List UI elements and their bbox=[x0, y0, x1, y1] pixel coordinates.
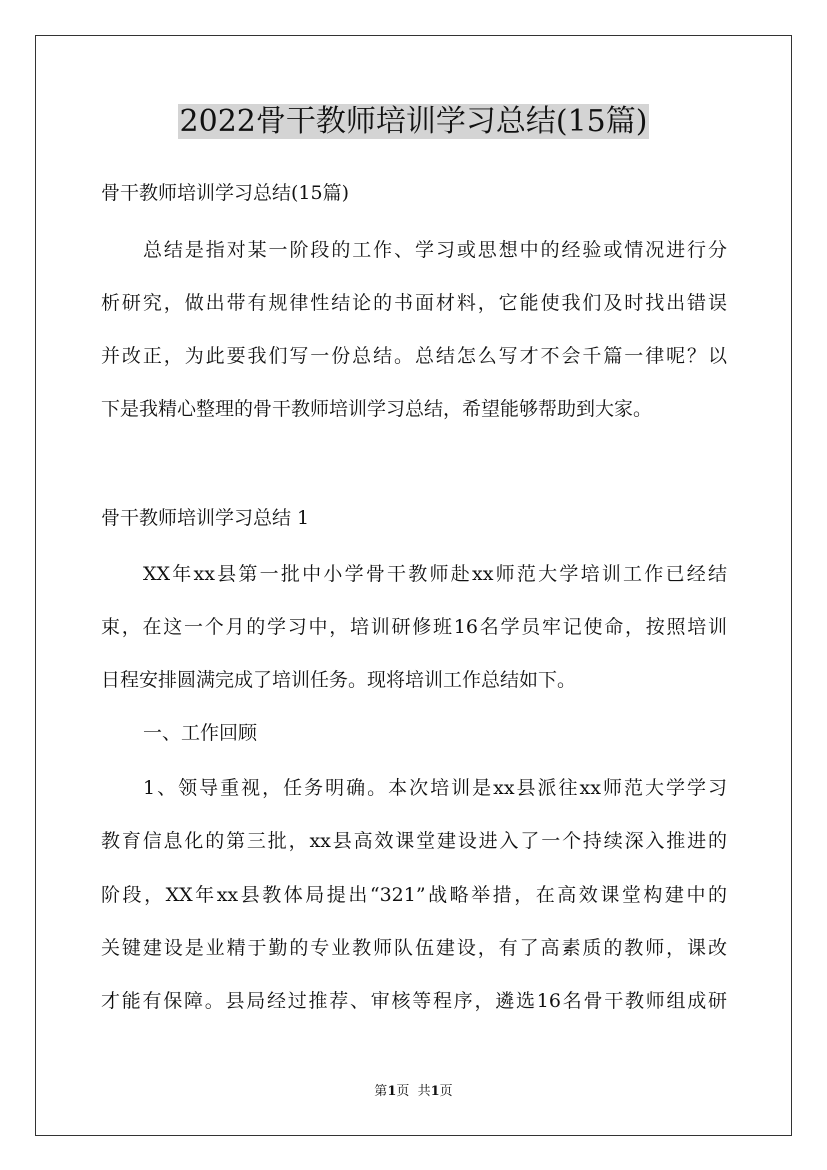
paragraph-line: 教育信息化的第三批，xx县高效课堂建设进入了一个持续深入推进的 bbox=[101, 830, 727, 852]
document-title-text: 2022骨干教师培训学习总结(15篇) bbox=[179, 104, 648, 139]
paragraph-line: 日程安排圆满完成了培训任务。现将培训工作总结如下。 bbox=[101, 669, 577, 691]
footer-total-pages: 1 bbox=[430, 1084, 440, 1099]
paragraph-line: XX年xx县第一批中小学骨干教师赴xx师范大学培训工作已经结 bbox=[143, 563, 727, 585]
document-title bbox=[0, 101, 827, 143]
paragraph-line: 阶段，XX年xx县教体局提出“321”战略举措，在高效课堂构建中的 bbox=[101, 884, 727, 906]
footer-page-prefix: 第 bbox=[374, 1084, 388, 1099]
footer-page-number: 1 bbox=[387, 1084, 397, 1099]
intro-line: 析研究，做出带有规律性结论的书面材料，它能使我们及时找出错误 bbox=[101, 292, 727, 314]
section-heading: 一、工作回顾 bbox=[143, 722, 258, 744]
section-title: 骨干教师培训学习总结 1 bbox=[101, 507, 310, 529]
intro-line: 总结是指对某一阶段的工作、学习或思想中的经验或情况进行分 bbox=[143, 239, 727, 261]
intro-line: 并改正，为此要我们写一份总结。总结怎么写才不会千篇一律呢？以 bbox=[101, 345, 727, 367]
intro-line: 下是我精心整理的骨干教师培训学习总结，希望能够帮助到大家。 bbox=[101, 398, 653, 420]
paragraph-line: 束，在这一个月的学习中，培训研修班16名学员牢记使命，按照培训 bbox=[101, 616, 727, 638]
footer-page-suffix: 页 bbox=[439, 1084, 453, 1099]
paragraph-line: 1、领导重视，任务明确。本次培训是xx县派往xx师范大学学习 bbox=[143, 777, 727, 799]
page-footer bbox=[0, 1083, 827, 1101]
paragraph-line: 才能有保障。县局经过推荐、审核等程序，遴选16名骨干教师组成研 bbox=[101, 990, 727, 1012]
paragraph-line: 关键建设是业精于勤的专业教师队伍建设，有了高素质的教师，课改 bbox=[101, 937, 727, 959]
footer-page-mid: 页 共 bbox=[396, 1084, 431, 1099]
document-subtitle: 骨干教师培训学习总结(15篇) bbox=[101, 182, 350, 204]
